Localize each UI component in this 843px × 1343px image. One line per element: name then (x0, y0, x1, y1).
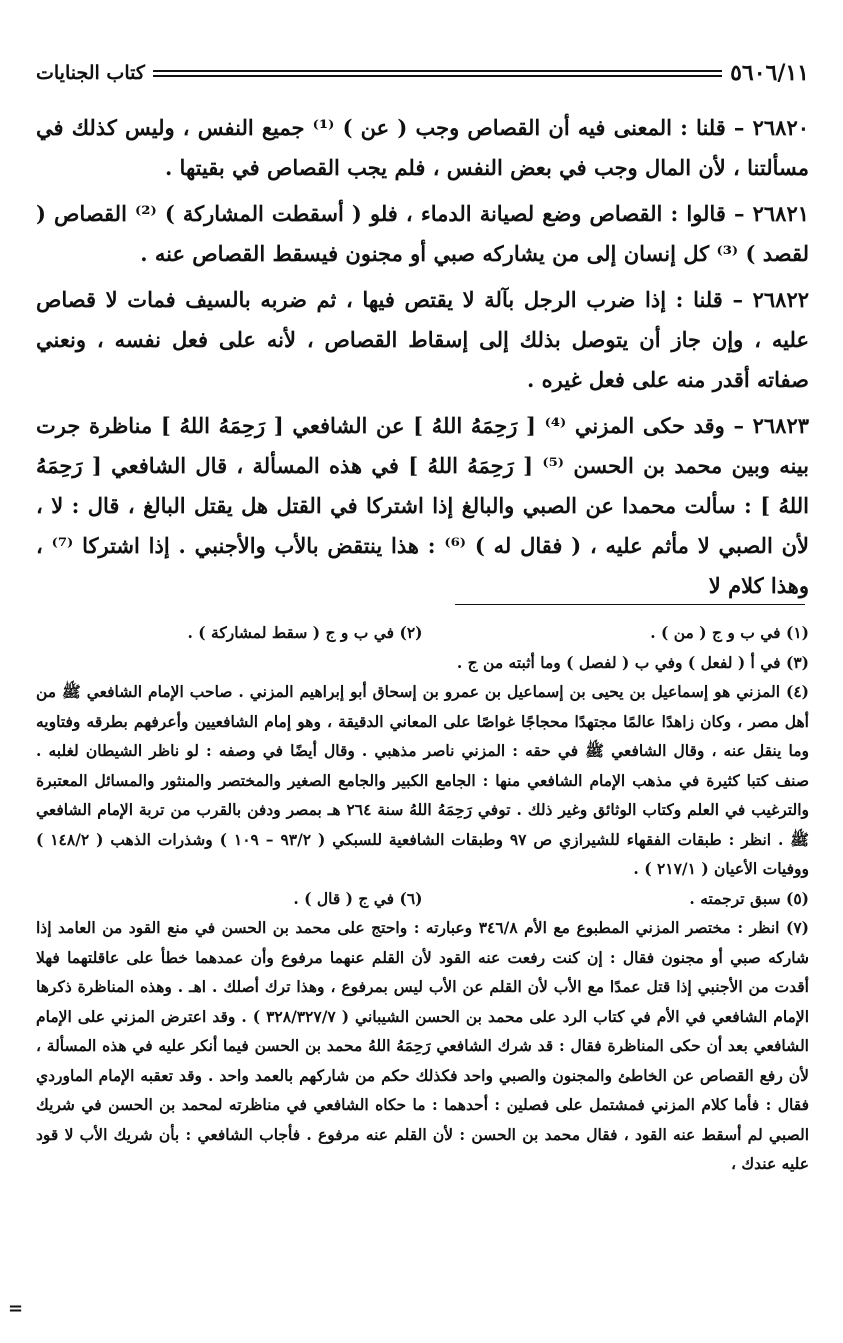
header-rule (153, 70, 722, 77)
page-number: ٥٦٠٦/١١ (730, 60, 809, 86)
paragraph-text: – قلنا : إذا ضرب الرجل بآلة لا يقتص فيها ، ثم ضربه بالسيف فمات لا قصاص عليه ، وإن جاز أن يتوصل بذلك إلى إسقاط القصاص ، لأنه على فعل نفسه ، ونعني صفاته أقدر منه على فعل غيره . (36, 287, 809, 392)
footnote-divider (455, 604, 805, 605)
paragraph-26822 (36, 280, 809, 400)
footnote-5: (٥) سبق ترجمته . (689, 888, 809, 908)
footnote-7: (٧) انظر : مختصر المزني المطبوع مع الأم ٣٤٦/٨ وعبارته : واحتج على محمد بن الحسن في منع القود من العامد إذا شاركه صبي أو مجنون فقال : إن كنت رفعت عنه القود لأن القلم عنهما مرفوع وأن عمدهما خطأ على عاقلتهما فهلا أقدت من الأجنبي إذا قتل عمدًا مع الأب لأن القلم عن الأب ليس بمرفوع ، وهذا ترك أصلك . اهـ . وهذه المناظرة ذكرها الإمام الشافعي في الأم في كتاب الرد على محمد بن الحسن الشيباني ( ٣٢٨/٣٢٧/٧ ) . وقد اعترض المزني على الإمام الشافعي بعد أن حكى المناظرة فقال : قد شرك الشافعي رَحِمَهُ اللهُ محمد بن الحسن فيما أنكر عليه في هذه المسألة ، لأن رفع القصاص عن الخاطئ والمجنون والصبي واحد فكذلك حكم من شاركهم بالعمد واحد . وقد تعقبه الإمام الماوردي فقال : فأما كلام المزني فمشتمل على فصلين : أحدهما : ما حكاه الشافعي في مناظرته لمحمد بن الحسن في شريك الصبي لم أسقط عنه القود ، فقال محمد بن الحسن : لأن القلم عنه مرفوع . فأجاب الشافعي : بأن شريك الأب لا قود عليه عندك ، (36, 918, 809, 1173)
footnotes (36, 618, 809, 1179)
main-text (36, 108, 809, 612)
paragraph-number: ٢٦٨٢٢ (752, 287, 810, 312)
paragraph-number: ٢٦٨٢١ (752, 201, 810, 226)
paragraph-26823 (36, 406, 809, 606)
paragraph-number: ٢٦٨٢٣ (752, 413, 810, 438)
paragraph-number: ٢٦٨٢٠ (752, 115, 810, 140)
footnote-3: (٣) في أ ( لفعل ) وفي ب ( لفصل ) وما أثبته من ج . (456, 652, 809, 672)
continuation-mark: = (8, 1298, 24, 1319)
page-header (36, 58, 809, 88)
paragraph-26820 (36, 108, 809, 188)
paragraph-text: – قلنا : المعنى فيه أن القصاص وجب ( عن ) ⁽¹⁾ جميع النفس ، وليس كذلك في مسألتنا ، لأن المال وجب في بعض النفس ، فلم يجب القصاص في بقيتها . (36, 115, 809, 180)
book-title: كتاب الجنايات (36, 62, 145, 84)
footnote-2: (٢) في ب و ج ( سقط لمشاركة ) . (187, 623, 423, 642)
footnote-4: (٤) المزني هو إسماعيل بن يحيى بن إسماعيل بن عمرو بن إسحاق أبو إبراهيم المزني . صاحب الإمام الشافعي ﷺ من أهل مصر ، وكان زاهدًا عالمًا مجتهدًا محجاجًا غواصًا على المعاني الدقيقة ، وهو إمام الشافعيين وأعرفهم بطرقه وفتاويه وما ينقل عنه ، وقال الشافعي ﷺ في حقه : المزني ناصر مذهبي . وقال أيضًا في وصفه : لو ناظر الشيطان لغلبه . صنف كتبا كثيرة في مذهب الإمام الشافعي منها : الجامع الكبير والجامع الصغير والمختصر والمنثور والمسائل المعتبرة والترغيب في العلم وكتاب الوثائق وغير ذلك . توفي رَحِمَهُ اللهُ سنة ٢٦٤ هـ بمصر ودفن بالقرب من تربة الإمام الشافعي ﷺ . انظر : طبقات الفقهاء للشيرازي ص ٩٧ وطبقات الشافعية للسبكي ( ٩٣/٢ – ١٠٩ ) وشذرات الذهب ( ١٤٨/٢ ) ووفيات الأعيان ( ٢١٧/١ ) . (36, 682, 810, 878)
footnote-row (36, 618, 809, 648)
paragraph-text: – قالوا : القصاص وضع لصيانة الدماء ، فلو ( أسقطت المشاركة ) ⁽²⁾ القصاص ( لقصد ) ⁽³⁾ كل إنسان إلى من يشاركه صبي أو مجنون فيسقط القصاص عنه . (36, 201, 809, 266)
paragraph-text: – وقد حكى المزني ⁽⁴⁾ [ رَحِمَهُ اللهُ ] عن الشافعي [ رَحِمَهُ اللهُ ] مناظرة جرت بينه وبين محمد بن الحسن ⁽⁵⁾ [ رَحِمَهُ اللهُ ] في هذه المسألة ، قال الشافعي [ رَحِمَهُ اللهُ ] : سألت محمدا عن الصبي والبالغ إذا اشتركا في القتل هل يقتل البالغ ، قال : لا ، لأن الصبي لا مأثم عليه ، ( فقال له ) ⁽⁶⁾ : هذا ينتقض بالأب والأجنبي . إذا اشتركا ⁽⁷⁾ ، وهذا كلام لا (36, 413, 809, 598)
paragraph-26821 (36, 194, 809, 274)
footnote-row (36, 884, 809, 914)
footnote-1: (١) في ب و ج ( من ) . (650, 623, 809, 642)
footnote-6: (٦) في ج ( قال ) . (293, 888, 423, 908)
